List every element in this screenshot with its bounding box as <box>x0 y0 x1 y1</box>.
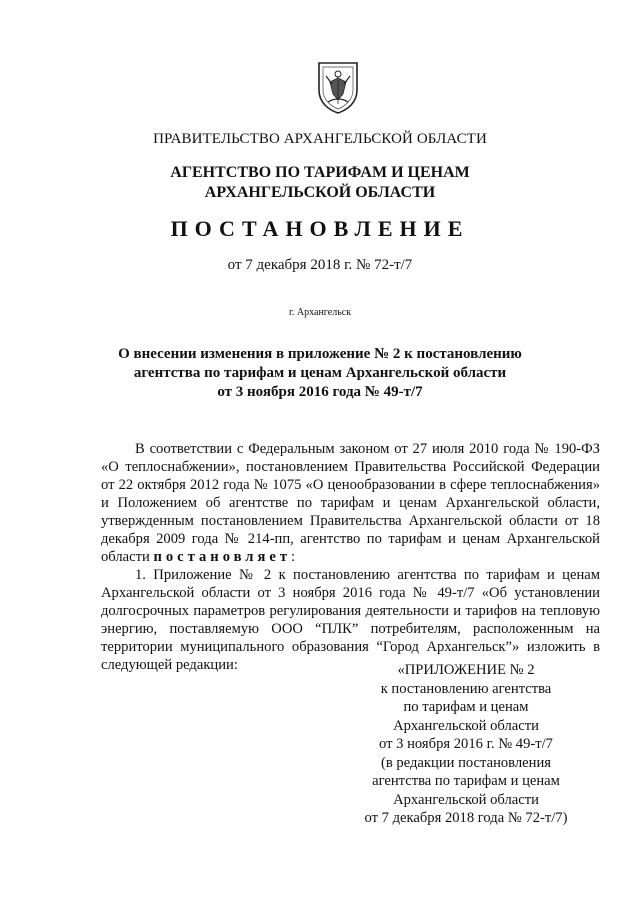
document-subject <box>0 345 640 402</box>
coat-of-arms-icon <box>316 60 360 114</box>
appendix-line: к постановлению агентства <box>380 680 552 697</box>
appendix-line: «ПРИЛОЖЕНИЕ № 2 <box>397 662 535 678</box>
agency-name-line2: АРХАНГЕЛЬСКОЙ ОБЛАСТИ <box>204 184 436 201</box>
appendix-line: (в редакции постановления <box>381 754 551 771</box>
document-body <box>101 440 600 674</box>
document-city: г. Архангельск <box>288 307 352 318</box>
appendix-line: Архангельской области <box>393 717 539 734</box>
appendix-line: агентства по тарифам и ценам <box>372 773 560 789</box>
agency-name <box>0 163 640 203</box>
appendix-line: от 7 декабря 2018 года № 72-т/7) <box>364 810 568 826</box>
body-paragraph-1-end: : <box>291 549 296 565</box>
government-name: ПРАВИТЕЛЬСТВО АРХАНГЕЛЬСКОЙ ОБЛАСТИ <box>153 131 487 147</box>
appendix-line: по тарифам и ценам <box>403 699 529 715</box>
subject-line3: от 3 ноября 2016 года № 49-т/7 <box>217 384 423 400</box>
appendix-header <box>330 661 602 828</box>
document-date-number: от 7 декабря 2018 г. № 72-т/7 <box>227 257 413 273</box>
subject-line2: агентства по тарифам и ценам Архангельской области <box>133 365 507 381</box>
body-paragraph-2: 1. Приложение № 2 к постановлению агентства по тарифам и ценам Архангельской области от 3 ноября 2016 года № 49-т/7 «Об установлении долгосрочных параметров регулирования деятельности и тарифов на тепловую энергию, поставляемую ООО “ПЛК” потребителям, расположенным на территории муниципального образования “Город Архангельск”» изложить в следующей редакции: <box>101 567 600 673</box>
document-type: ПОСТАНОВЛЕНИЕ <box>170 216 470 241</box>
appendix-line: Архангельской области <box>393 791 539 808</box>
subject-line1: О внесении изменения в приложение № 2 к постановлению <box>118 346 522 362</box>
appendix-line: от 3 ноября 2016 г. № 49-т/7 <box>379 736 553 752</box>
resolves-keyword: постановляет <box>153 549 292 565</box>
agency-name-line1: АГЕНТСТВО ПО ТАРИФАМ И ЦЕНАМ <box>170 164 470 181</box>
body-paragraph-1 <box>101 440 600 566</box>
body-paragraph-1-text: В соответствии с Федеральным законом от 27 июля 2010 года № 190-ФЗ «О теплоснабжении», постановлением Правительства Российской Федерации от 22 октября 2012 года № 1075 «О ценообразовании в сфере теплоснабжения» и Положением об агентстве по тарифам и ценам Архангельской области, утвержденным постановлением Правительства Архангельской области от 18 декабря 2009 года № 214-пп, агентство по тарифам и ценам Архангельской области <box>101 441 600 565</box>
